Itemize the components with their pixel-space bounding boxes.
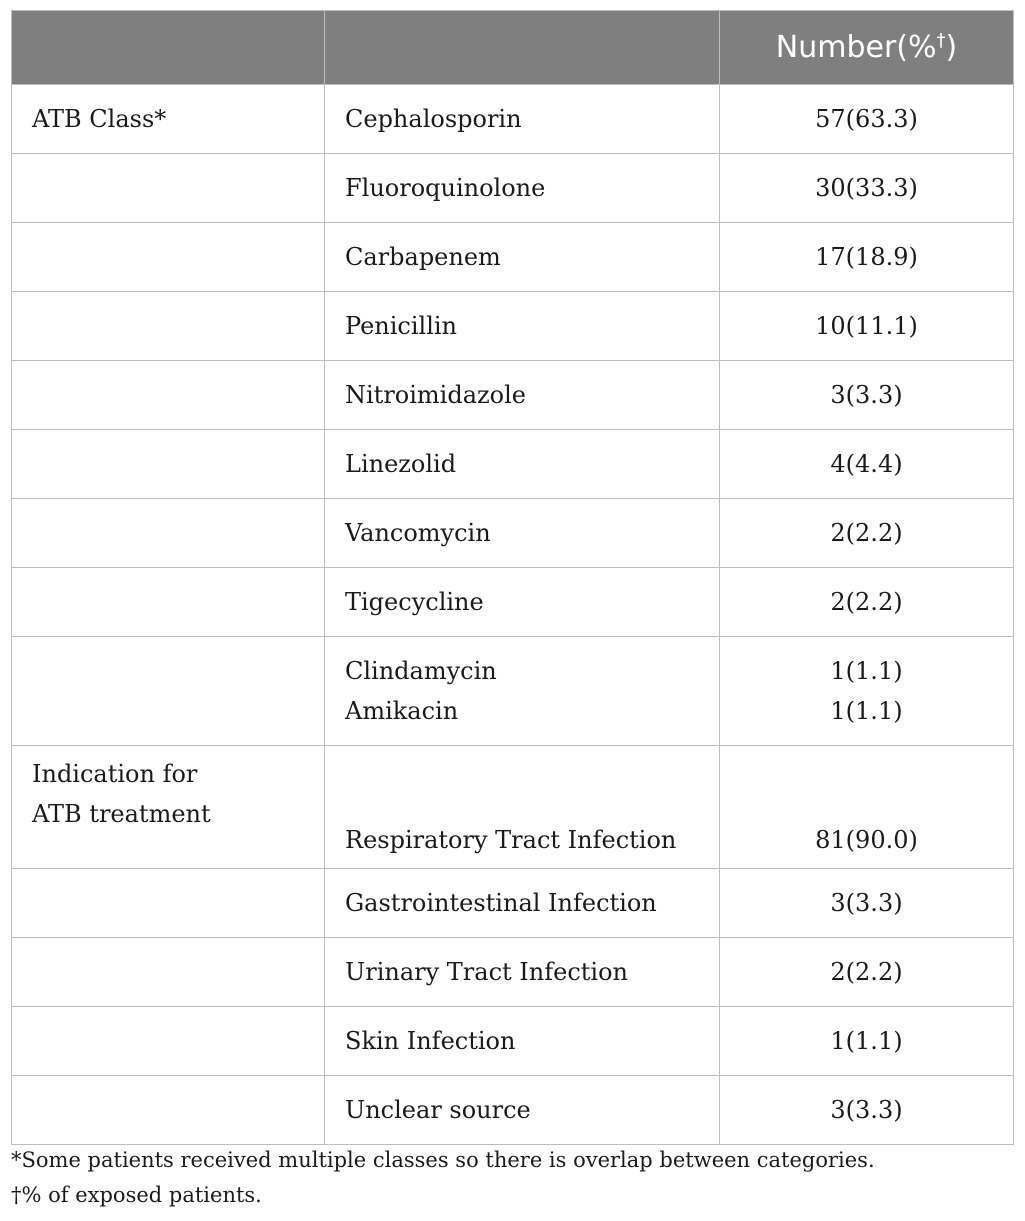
antibiotic-table — [11, 10, 1014, 1145]
category-cell — [12, 292, 325, 361]
value-cell: 30(33.3) — [720, 154, 1014, 223]
item-cell: Fluoroquinolone — [325, 154, 720, 223]
item-line: Clindamycin — [345, 657, 497, 685]
table-header-row — [12, 11, 1014, 85]
item-cell: Unclear source — [325, 1076, 720, 1145]
value-cell: 17(18.9) — [720, 223, 1014, 292]
category-cell — [12, 499, 325, 568]
value-cell: 2(2.2) — [720, 499, 1014, 568]
item-cell: Nitroimidazole — [325, 361, 720, 430]
header-number-label: Number(% — [775, 30, 937, 65]
item-cell: Gastrointestinal Infection — [325, 869, 720, 938]
dagger-sup: † — [936, 30, 946, 51]
header-col-2 — [325, 11, 720, 85]
item-cell — [325, 637, 720, 746]
item-cell: Tigecycline — [325, 568, 720, 637]
header-close-paren: ) — [945, 30, 958, 65]
category-cell — [12, 746, 325, 869]
category-cell — [12, 637, 325, 746]
table-row — [12, 938, 1014, 1007]
table-row — [12, 1076, 1014, 1145]
item-cell: Skin Infection — [325, 1007, 720, 1076]
value-cell: 1(1.1) — [720, 1007, 1014, 1076]
item-cell: Linezolid — [325, 430, 720, 499]
value-cell: 2(2.2) — [720, 938, 1014, 1007]
table-row — [12, 430, 1014, 499]
value-cell: 4(4.4) — [720, 430, 1014, 499]
item-cell: Penicillin — [325, 292, 720, 361]
category-cell — [12, 430, 325, 499]
category-cell — [12, 154, 325, 223]
table-row — [12, 568, 1014, 637]
item-cell: Carbapenem — [325, 223, 720, 292]
table-row — [12, 869, 1014, 938]
value-cell — [720, 637, 1014, 746]
table-row — [12, 499, 1014, 568]
category-cell — [12, 568, 325, 637]
category-line: Indication for — [32, 760, 198, 788]
value-cell: 2(2.2) — [720, 568, 1014, 637]
table-row — [12, 746, 1014, 869]
category-cell — [12, 938, 325, 1007]
category-cell — [12, 361, 325, 430]
item-cell: Respiratory Tract Infection — [325, 746, 720, 869]
value-line: 1(1.1) — [830, 657, 903, 685]
category-cell — [12, 223, 325, 292]
item-cell: Urinary Tract Infection — [325, 938, 720, 1007]
table-row — [12, 85, 1014, 154]
category-cell — [12, 1007, 325, 1076]
category-line: ATB treatment — [32, 800, 211, 828]
value-line: 1(1.1) — [830, 697, 903, 725]
table-row — [12, 154, 1014, 223]
header-col-number — [720, 11, 1014, 85]
table-row — [12, 637, 1014, 746]
item-cell: Cephalosporin — [325, 85, 720, 154]
category-cell — [12, 869, 325, 938]
category-cell: ATB Class* — [12, 85, 325, 154]
value-cell: 10(11.1) — [720, 292, 1014, 361]
value-cell: 3(3.3) — [720, 361, 1014, 430]
value-cell: 3(3.3) — [720, 869, 1014, 938]
footnote-overlap: *Some patients received multiple classes so there is overlap between categories. — [11, 1148, 875, 1172]
value-cell: 3(3.3) — [720, 1076, 1014, 1145]
value-cell: 57(63.3) — [720, 85, 1014, 154]
table-row — [12, 223, 1014, 292]
header-col-1 — [12, 11, 325, 85]
footnote-percent: †% of exposed patients. — [11, 1183, 262, 1207]
category-cell — [12, 1076, 325, 1145]
table-row — [12, 292, 1014, 361]
item-line: Amikacin — [345, 697, 459, 725]
value-cell: 81(90.0) — [720, 746, 1014, 869]
item-cell: Vancomycin — [325, 499, 720, 568]
table-row — [12, 361, 1014, 430]
table-row — [12, 1007, 1014, 1076]
